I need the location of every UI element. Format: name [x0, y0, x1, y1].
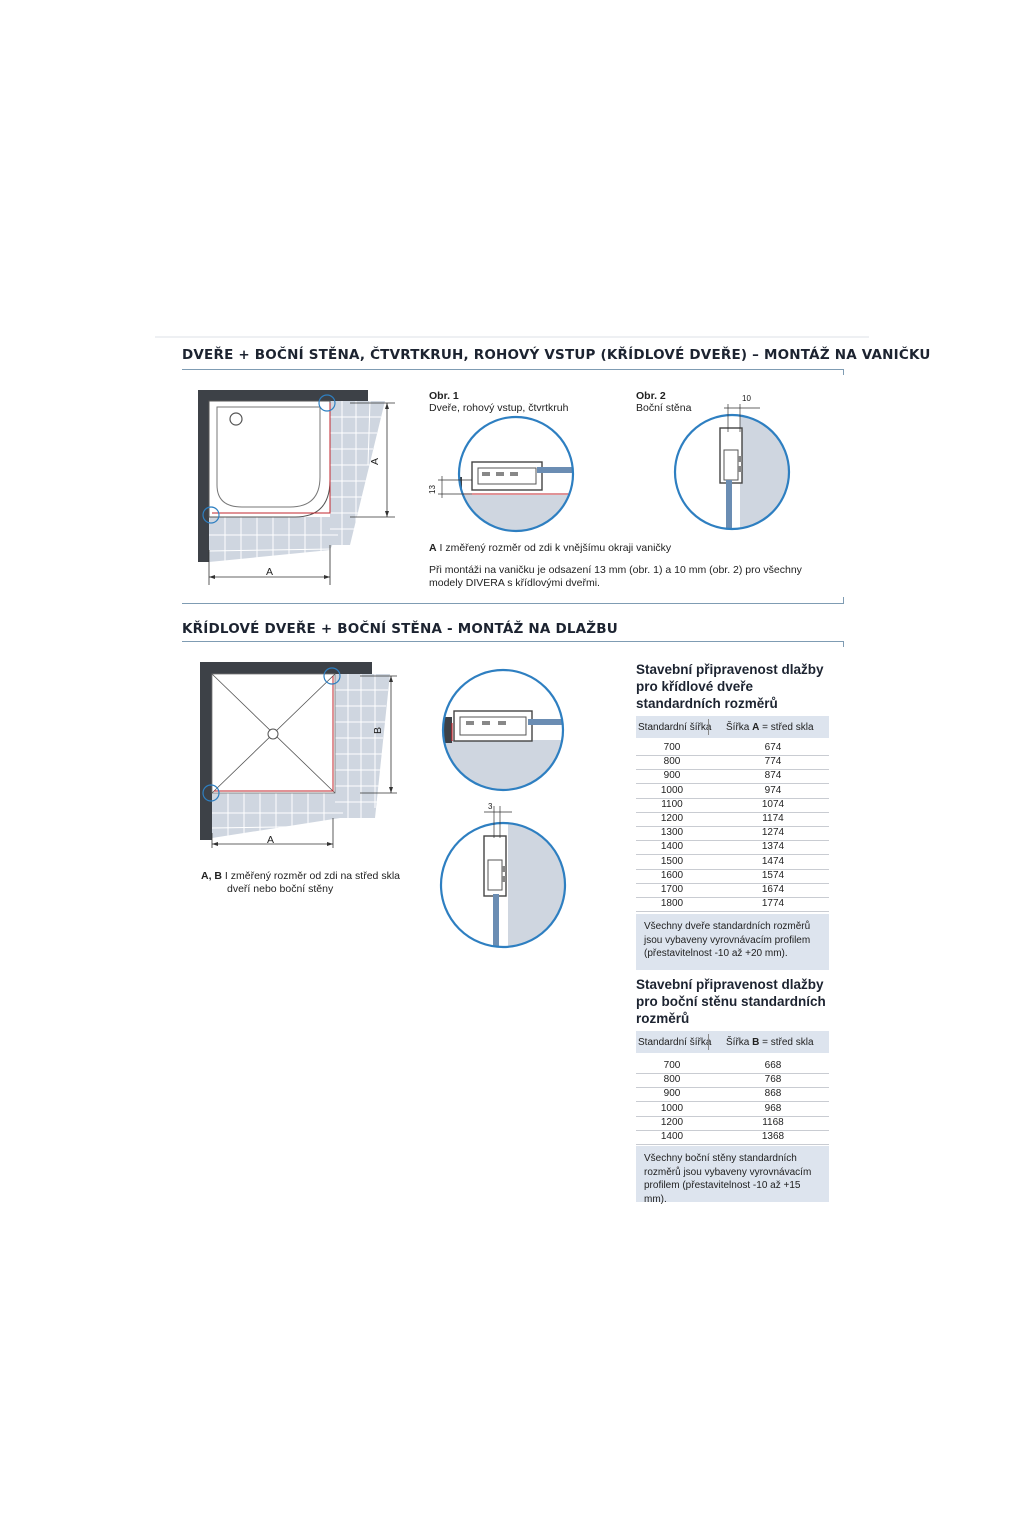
section1-title: DVEŘE + BOČNÍ STĚNA, ČTVRTKRUH, ROHOVÝ VSTUP (KŘÍDLOVÉ DVEŘE) – MONTÁŽ NA VANIČKU [182, 347, 931, 363]
detail-dim-3: 3 [488, 802, 493, 811]
table1-col2-prefix: Šířka [726, 722, 753, 733]
section2-legend-line1: I změřený rozměr od zdi na střed skla [224, 870, 400, 882]
fig2-dim: 10 [742, 394, 751, 403]
section1-legend-key: A [429, 542, 437, 554]
table1-col2-suffix: = střed skla [759, 722, 814, 733]
table-row [636, 784, 829, 799]
plan1-dim-a-vertical: A [369, 457, 382, 466]
section1-legend [429, 542, 671, 555]
table2-col2-header [726, 1037, 814, 1048]
table-cell-glass-center-width: 1274 [761, 827, 785, 839]
table-cell-standard-width: 800 [663, 756, 681, 768]
table-cell-standard-width: 800 [663, 1074, 681, 1086]
table-cell-glass-center-width: 1174 [762, 813, 784, 824]
section1-bottom-rule [182, 603, 844, 604]
section1-note: Při montáži na vaničku je odsazení 13 mm (obr. 1) a 10 mm (obr. 2) pro všechny modely DIVERA s křídlovými dveřmi. [429, 564, 802, 589]
fig1-title: Obr. 1 [429, 390, 459, 402]
table-row [636, 741, 829, 756]
tray-plan-drawing [190, 385, 400, 595]
table-cell-glass-center-width: 1074 [761, 798, 785, 810]
table-row [636, 1073, 829, 1088]
section1-bottom-tick [843, 597, 844, 603]
section1-rule [182, 369, 844, 370]
table1-col2-header [726, 722, 814, 733]
table-cell-glass-center-width: 1374 [761, 841, 785, 853]
table-cell-glass-center-width: 974 [764, 784, 782, 796]
table-row [636, 812, 829, 827]
table-cell-standard-width: 1200 [660, 813, 684, 824]
table-row [636, 1130, 829, 1145]
table-cell-standard-width: 1600 [660, 869, 684, 881]
fig1-dim: 13 [427, 485, 437, 494]
table-row [636, 883, 829, 898]
table-row [636, 1102, 829, 1117]
table2-col2-prefix: Šířka [726, 1037, 753, 1048]
table-cell-standard-width: 1100 [661, 798, 683, 810]
table-row [636, 755, 829, 770]
table1-header-separator [708, 719, 709, 735]
table-cell-glass-center-width: 1474 [761, 855, 785, 867]
table-cell-standard-width: 700 [663, 1060, 681, 1071]
fig1-caption: Dveře, rohový vstup, čtvrtkruh [429, 402, 569, 414]
table2-header [636, 1031, 829, 1053]
table-cell-glass-center-width: 774 [764, 756, 782, 768]
table2-header-separator [708, 1034, 709, 1050]
section2-legend [201, 870, 401, 896]
table-row [636, 869, 829, 884]
table-row [636, 897, 829, 912]
plan2-dim-a: A [267, 834, 275, 846]
table2-col2-key: B [752, 1037, 760, 1048]
section2-title: KŘÍDLOVÉ DVEŘE + BOČNÍ STĚNA - MONTÁŽ NA DLAŽBU [182, 621, 618, 637]
table-cell-glass-center-width: 1674 [761, 884, 785, 895]
fig2-title: Obr. 2 [636, 390, 666, 402]
table1-title: Stavební připravenost dlažby pro křídlové dveře standardních rozměrů [636, 662, 824, 711]
table-cell-glass-center-width: 674 [764, 742, 782, 753]
table1-col2-key: A [752, 722, 760, 733]
table-row [636, 855, 829, 870]
table1-header [636, 716, 829, 738]
table-cell-standard-width: 1200 [660, 1116, 684, 1128]
wall-detail-drawing [438, 800, 568, 960]
table-cell-glass-center-width: 768 [764, 1074, 782, 1086]
table-cell-standard-width: 700 [663, 742, 681, 753]
table-cell-glass-center-width: 1774 [761, 898, 785, 910]
table2-col1-header: Standardní šířka [638, 1037, 712, 1048]
table-cell-glass-center-width: 1168 [762, 1116, 784, 1128]
table-cell-standard-width: 900 [663, 770, 681, 782]
table-cell-glass-center-width: 1574 [761, 869, 785, 881]
table-cell-standard-width: 1400 [660, 1131, 684, 1142]
plan1-dim-a-horizontal: A [266, 566, 274, 578]
section1-rule-tick [843, 369, 844, 375]
fig1-detail-drawing [412, 410, 582, 535]
table-cell-standard-width: 1300 [660, 827, 684, 839]
table-cell-standard-width: 1500 [660, 855, 684, 867]
door-detail-drawing [438, 665, 568, 795]
tile-plan-drawing [195, 658, 405, 848]
table-row [636, 1059, 829, 1074]
table-cell-standard-width: 1400 [660, 841, 684, 853]
table-cell-standard-width: 1000 [660, 1102, 684, 1114]
section2-rule [182, 641, 844, 642]
table-row [636, 1116, 829, 1131]
section2-legend-line2: dveří nebo boční stěny [227, 883, 334, 895]
section2-legend-key: A, B [201, 870, 222, 882]
table-cell-glass-center-width: 668 [764, 1060, 782, 1071]
table-row [636, 769, 829, 784]
table-cell-glass-center-width: 1368 [761, 1131, 785, 1142]
table-cell-glass-center-width: 874 [764, 770, 782, 782]
table-row [636, 826, 829, 841]
table-row [636, 798, 829, 813]
table-row [636, 840, 829, 855]
table-cell-standard-width: 1000 [660, 784, 684, 796]
section2-rule-tick [843, 641, 844, 647]
table-row [636, 1087, 829, 1102]
table2-title: Stavební připravenost dlažby pro boční stěnu standardních rozměrů [636, 977, 826, 1026]
table1-note: Všechny dveře standardních rozměrů jsou vybaveny vyrovnávacím profilem (přestavitelnost -10 až +20 mm). [636, 914, 829, 970]
table2-col2-suffix: = střed skla [759, 1037, 814, 1048]
top-separator [155, 336, 869, 338]
table-cell-glass-center-width: 868 [764, 1088, 782, 1100]
table-cell-standard-width: 900 [663, 1088, 681, 1100]
table1-col1-header: Standardní šířka [638, 722, 712, 733]
table-cell-glass-center-width: 968 [764, 1102, 782, 1114]
fig2-caption: Boční stěna [636, 402, 692, 414]
section1-legend-text: I změřený rozměr od zdi k vnějšímu okraji vaničky [439, 542, 672, 554]
plan2-dim-b: B [372, 726, 385, 735]
table-cell-standard-width: 1800 [660, 898, 684, 910]
table-cell-standard-width: 1700 [660, 884, 684, 895]
table2-note: Všechny boční stěny standardních rozměrů jsou vybaveny vyrovnávacím profilem (přestavitelnost -10 až +15 mm). [636, 1146, 829, 1202]
fig2-detail-drawing [660, 390, 800, 535]
